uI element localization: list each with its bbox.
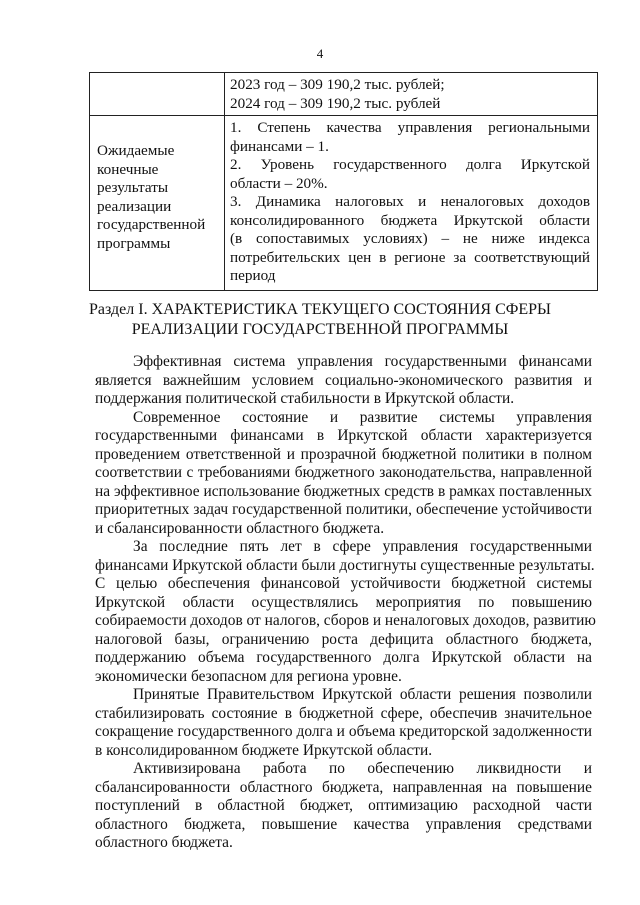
result-item-line: период xyxy=(230,267,276,284)
paragraph-1 xyxy=(95,353,592,409)
result-item-line: 2. Уровень государственного долга Иркутской xyxy=(230,156,590,173)
result-item-line: (в сопоставимых условиях) – не ниже индекса xyxy=(230,230,590,247)
result-item-line: финансами – 1. xyxy=(230,137,329,155)
paragraph-line: Эффективная система управления государственными финансами xyxy=(133,353,592,370)
paragraph-5 xyxy=(95,760,592,853)
paragraph-line: Принятые Правительством Иркутской области решения позволили xyxy=(133,686,592,703)
result-item-line: потребительских цен в регионе за соответствующий xyxy=(230,248,590,266)
result-item-line: области – 20%. xyxy=(230,174,328,192)
paragraph-line: собираемости доходов от налогов, сборов и неналоговых доходов, развитию xyxy=(95,612,596,629)
paragraph-line: и сбалансированности областного бюджета. xyxy=(95,519,385,537)
results-label-line: конечные xyxy=(97,160,159,178)
section-title-line-2: РЕАЛИЗАЦИИ ГОСУДАРСТВЕННОЙ ПРОГРАММЫ xyxy=(131,321,509,338)
paragraph-line: С целью обеспечения финансовой устойчивости бюджетной системы xyxy=(95,575,592,592)
paragraph-line: Активизирована работа по обеспечению ликвидности и xyxy=(133,760,592,777)
table-row-funding xyxy=(90,73,598,116)
paragraph-line: налоговой базы, ограничению роста дефицита областного бюджета, xyxy=(95,630,592,648)
paragraph-line: областного бюджета, повышение качества управления средствами xyxy=(95,815,592,833)
paragraph-line: поддержания политической стабильности в Иркутской области. xyxy=(95,390,515,407)
paragraph-2 xyxy=(95,409,592,539)
result-item-line: 3. Динамика налоговых и неналоговых доходов xyxy=(230,193,590,210)
paragraph-line: в консолидированном бюджете Иркутской области. xyxy=(95,741,433,759)
paragraph-line: экономически безопасном для региона уровне. xyxy=(95,667,402,685)
paragraph-line: государственными финансами в Иркутской области характеризуется xyxy=(95,427,592,444)
paragraph-line: Современное состояние и развитие системы управления xyxy=(133,408,592,426)
funding-line-2023: 2023 год – 309 190,2 тыс. рублей; xyxy=(230,76,445,93)
table-cell-results-list xyxy=(225,116,598,291)
paragraph-line: на эффективное использование бюджетных средств в рамках поставленных xyxy=(95,482,592,500)
passport-table xyxy=(89,72,598,291)
paragraph-line: областного бюджета. xyxy=(95,834,233,851)
table-cell-results-label xyxy=(90,116,225,291)
page-number: 4 xyxy=(316,46,324,61)
funding-line-2024: 2024 год – 309 190,2 тыс. рублей xyxy=(230,94,441,112)
paragraph-line: сокращение государственного долга и объема кредиторской задолженности xyxy=(95,723,592,740)
section-title-line-1: Раздел I. ХАРАКТЕРИСТИКА ТЕКУЩЕГО СОСТОЯНИЯ СФЕРЫ xyxy=(89,301,551,318)
paragraph-line: За последние пять лет в сфере управления государственными xyxy=(133,538,592,555)
paragraph-line: Иркутской области осуществлялись мероприятия по повышению xyxy=(95,593,592,611)
paragraph-line: стабилизировать состояние в бюджетной сфере, обеспечив значительное xyxy=(95,704,592,722)
results-label-line: реализации xyxy=(97,197,172,215)
paragraph-line: является важнейшим условием социально-экономического развития и xyxy=(95,371,592,389)
result-item-line: консолидированного бюджета Иркутской области xyxy=(230,211,590,229)
paragraph-line: соответствии с требованиями бюджетного законодательства, направленной xyxy=(95,464,592,481)
paragraph-line: поддержанию объема государственного долга Иркутской области на xyxy=(95,649,592,666)
program-passport-table xyxy=(89,72,595,291)
paragraph-line: поступлений в областной бюджет, оптимизацию расходной части xyxy=(95,797,592,814)
paragraph-3 xyxy=(95,538,596,686)
paragraph-line: финансами Иркутской области были достигнуты существенные результаты. xyxy=(95,556,595,574)
results-label-line: программы xyxy=(97,234,171,252)
paragraph-line: сбалансированности областного бюджета, направленная на повышение xyxy=(95,778,592,796)
results-label-line: результаты xyxy=(97,179,169,196)
paragraph-4 xyxy=(95,686,592,760)
table-row-expected-results xyxy=(90,116,598,291)
section-title xyxy=(60,300,580,340)
table-cell-funding xyxy=(225,73,598,116)
paragraph-line: проведением ответственной и прозрачной бюджетной политики в полном xyxy=(95,445,592,463)
paragraph-line: приоритетных задач государственной политики, обеспечение устойчивости xyxy=(95,501,592,518)
results-label-line: Ожидаемые xyxy=(97,142,175,159)
result-item-line: 1. Степень качества управления региональными xyxy=(230,119,590,136)
table-cell-empty xyxy=(90,73,225,116)
body-text xyxy=(95,353,596,853)
results-label-line: государственной xyxy=(97,216,206,233)
